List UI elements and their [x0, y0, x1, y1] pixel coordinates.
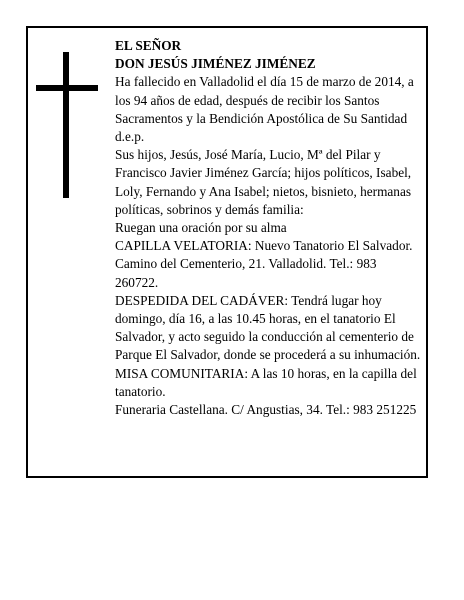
community-mass-info: MISA COMUNITARIA: A las 10 horas, en la capilla del tanatorio.	[115, 365, 417, 399]
cross-horizontal-bar	[36, 85, 98, 91]
farewell-info: DESPEDIDA DEL CADÁVER: Tendrá lugar hoy domingo, día 16, a las 10.45 horas, en el tanatorio El Salvador, y acto seguido la conducción al cementerio de Parque El Salvador, donde se procederá a su inhumación.	[115, 292, 421, 363]
prayer-request: Ruegan una oración por su alma	[115, 220, 287, 236]
funeral-home-info: Funeraria Castellana. C/ Angustias, 34. Tel.: 983 251225	[115, 402, 417, 418]
family-list: Sus hijos, Jesús, José María, Lucio, Mª del Pilar y Francisco Javier Jiménez García; hijos políticos, Isabel, Loly, Fernando y Ana Isabel; nietos, bisnieto, hermanas políticas, sobrinos y demás familia:	[115, 147, 412, 217]
notice-title: EL SEÑOR	[115, 38, 182, 53]
cross-vertical-bar	[63, 52, 69, 198]
wake-chapel-info: CAPILLA VELATORIA: Nuevo Tanatorio El Salvador. Camino del Cementerio, 21. Valladolid. Tel.: 983 260722.	[115, 238, 413, 290]
deceased-name: DON JESÚS JIMÉNEZ JIMÉNEZ	[115, 56, 316, 72]
cross-icon	[36, 52, 98, 198]
death-announcement: Ha fallecido en Valladolid el día 15 de marzo de 2014, a los 94 años de edad, después de recibir los Santos Sacramentos y la Bendición Apostólica de Su Santidad d.e.p.	[115, 74, 414, 145]
notice-body	[115, 37, 423, 419]
